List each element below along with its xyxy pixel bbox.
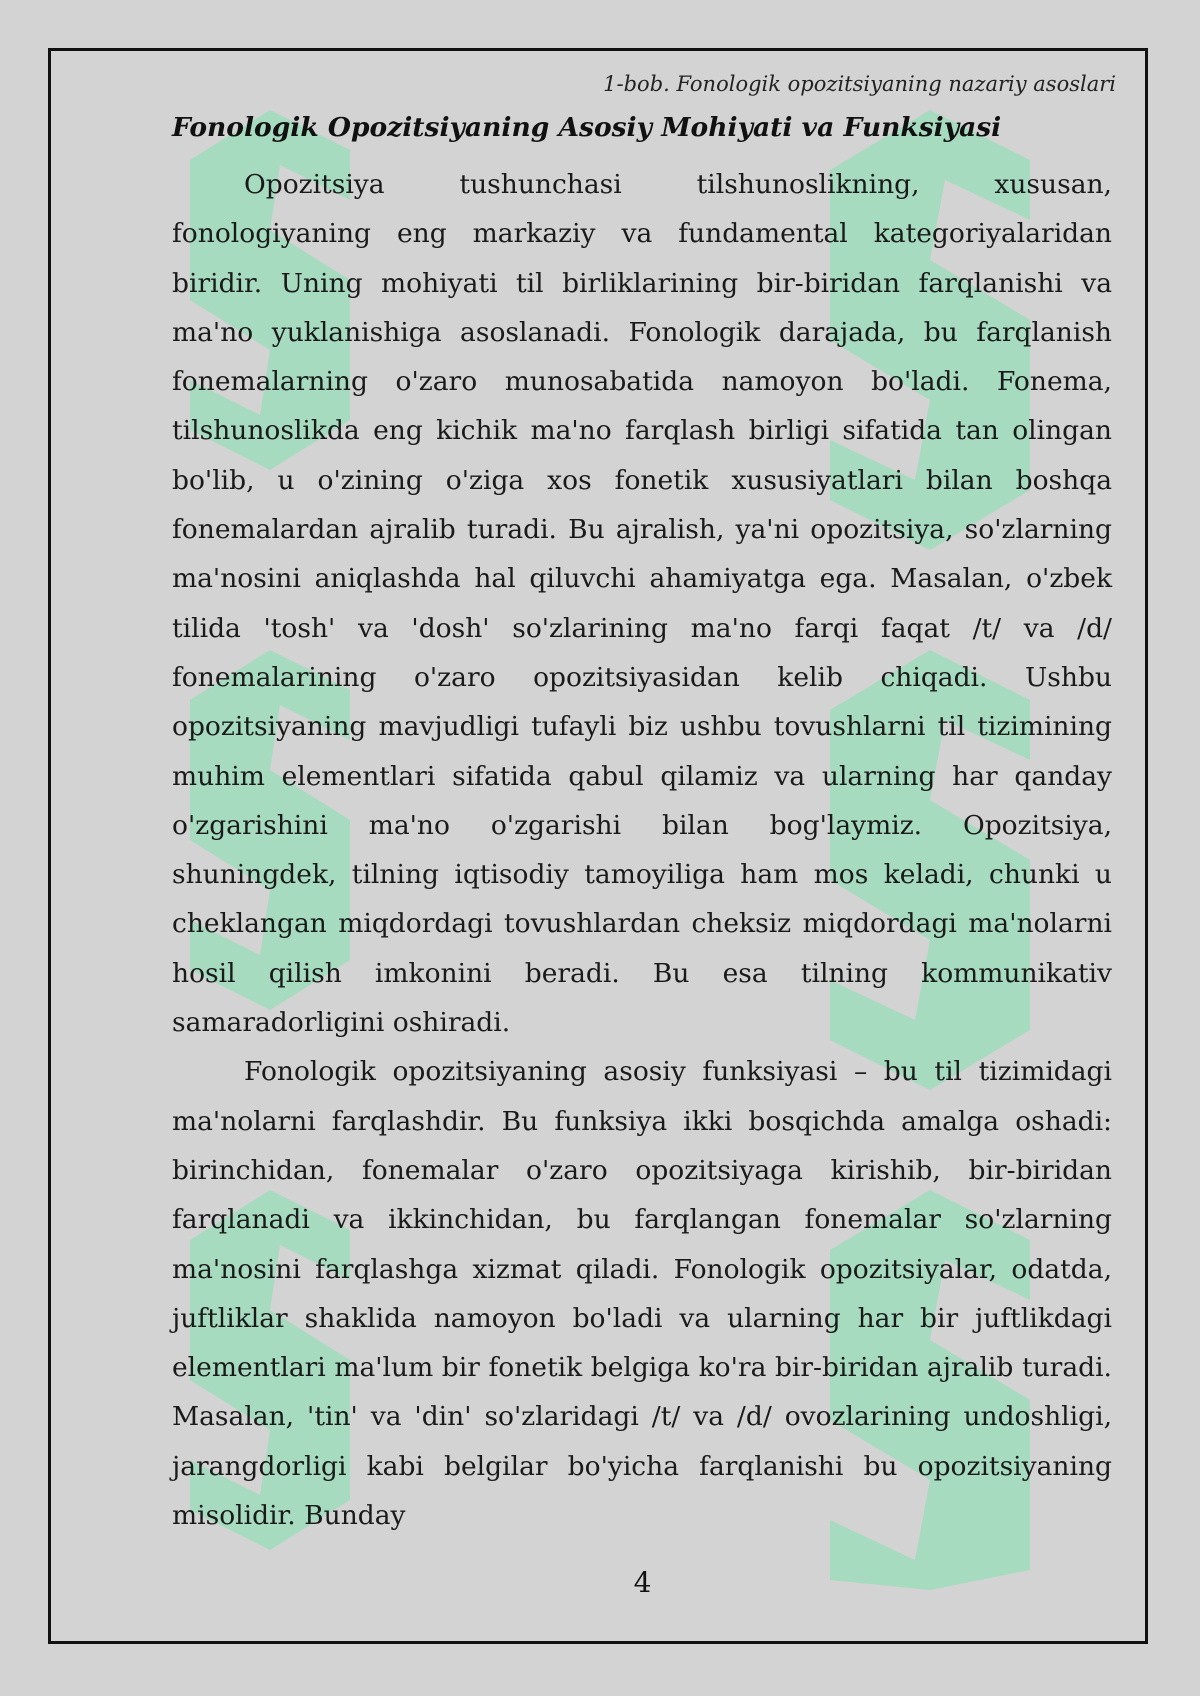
paragraph-2: Fonologik opozitsiyaning asosiy funksiyasi – bu til tizimidagi ma'nolarni farqlashdir. Bu funksiya ikki bosqichda amalga oshadi: birinchidan, fonemalar o'zaro opozitsiyaga kirishib, bir-biridan farqlanadi va ikkinchidan, bu farqlangan fonemalar so'zlarning ma'nosini farqlashga xizmat qiladi. Fonologik opozitsiyalar, odatda, juftliklar shaklida namoyon bo'ladi va ularning har bir juftlikdagi elementlari ma'lum bir fonetik belgiga ko'ra bir-biridan ajralib turadi. Masalan, 'tin' va 'din' so'zlaridagi /t/ va /d/ ovozlarining undoshligi, jarangdorligi kabi belgilar bo'yicha farqlanishi bu opozitsiyaning misolidir. Bunday xyxy=(172,1056,1112,1532)
page-number: 4 xyxy=(633,1566,652,1599)
running-header: 1-bob. Fonologik opozitsiyaning nazariy asoslari xyxy=(603,72,1116,96)
section-title: Fonologik Opozitsiyaning Asosiy Mohiyati va Funksiyasi xyxy=(172,112,1002,143)
paragraph-1: Opozitsiya tushunchasi tilshunoslikning, xususan, fonologiyaning eng markaziy va fundamental kategoriyalaridan biridir. Uning mohiyati til birliklarining bir-biridan farqlanishi va ma'no yuklanishiga asoslanadi. Fonologik darajada, bu farqlanish fonemalarning o'zaro munosabatida namoyon bo'ladi. Fonema, tilshunoslikda eng kichik ma'no farqlash birligi sifatida tan olingan bo'lib, u o'zining o'ziga xos fonetik xususiyatlari bilan boshqa fonemalardan ajralib turadi. Bu ajralish, ya'ni opozitsiya, so'zlarning ma'nosini aniqlashda hal qiluvchi ahamiyatga ega. Masalan, o'zbek tilida 'tosh' va 'dosh' so'zlarining ma'no farqi faqat /t/ va /d/ fonemalarining o'zaro opozitsiyasidan kelib chiqadi. Ushbu opozitsiyaning mavjudligi tufayli biz ushbu tovushlarni til tizimining muhim elementlari sifatida qabul qilamiz va ularning har qanday o'zgarishini ma'no o'zgarishi bilan bog'laymiz. Opozitsiya, shuningdek, tilning iqtisodiy tamoyiliga ham mos keladi, chunki u cheklangan miqdordagi tovushlardan cheksiz miqdordagi ma'nolarni hosil qilish imkonini beradi. Bu esa tilning kommunikativ samaradorligini oshiradi. xyxy=(172,169,1112,1039)
body-text xyxy=(172,160,1112,1540)
